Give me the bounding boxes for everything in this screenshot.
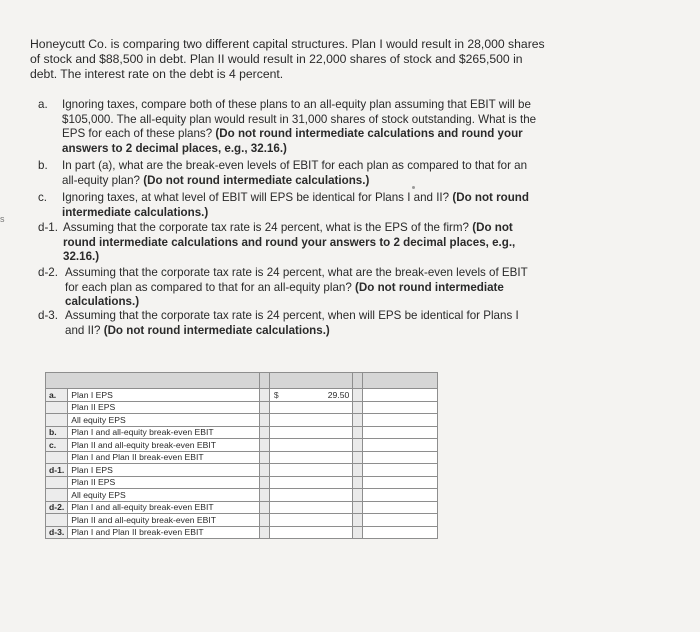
table-row bbox=[46, 426, 438, 439]
table-row bbox=[46, 526, 438, 539]
currency-symbol bbox=[270, 526, 283, 539]
question-text: Assuming that the corporate tax rate is 24 percent, what is the EPS of the firm? bbox=[63, 221, 469, 234]
spacer-cell bbox=[260, 389, 270, 402]
row-label bbox=[46, 476, 68, 489]
question-c bbox=[38, 191, 538, 220]
currency-symbol bbox=[270, 476, 283, 489]
currency-symbol bbox=[270, 464, 283, 477]
answer-blank-cell bbox=[363, 451, 438, 464]
question-label: d-1. bbox=[38, 221, 58, 234]
header-cell bbox=[363, 373, 438, 389]
question-text: Assuming that the corporate tax rate is 24 percent, what are the break-even levels of EBIT for each plan as compared to that for an all-equity plan? bbox=[65, 266, 528, 294]
table-row bbox=[46, 489, 438, 502]
row-description: Plan I EPS bbox=[68, 389, 260, 402]
question-b bbox=[38, 159, 538, 188]
row-description: Plan II and all-equity break-even EBIT bbox=[68, 439, 260, 452]
spacer-cell bbox=[260, 476, 270, 489]
row-label bbox=[46, 489, 68, 502]
answer-blank-cell bbox=[363, 526, 438, 539]
row-description: Plan II EPS bbox=[68, 476, 260, 489]
currency-symbol bbox=[270, 426, 283, 439]
answer-input[interactable]: 29.50 bbox=[282, 389, 353, 402]
answer-input[interactable] bbox=[282, 514, 353, 527]
row-description: Plan I and Plan II break-even EBIT bbox=[68, 526, 260, 539]
row-description: All equity EPS bbox=[68, 489, 260, 502]
answer-input[interactable] bbox=[282, 451, 353, 464]
answer-input[interactable] bbox=[282, 426, 353, 439]
spacer-cell bbox=[353, 526, 363, 539]
spacer-cell bbox=[260, 401, 270, 414]
table-row bbox=[46, 451, 438, 464]
answer-input[interactable] bbox=[282, 439, 353, 452]
answer-blank-cell bbox=[363, 489, 438, 502]
row-description: Plan II and all-equity break-even EBIT bbox=[68, 514, 260, 527]
header-cell bbox=[270, 373, 353, 389]
table-row bbox=[46, 439, 438, 452]
question-label: b. bbox=[38, 159, 48, 172]
spacer-cell bbox=[353, 389, 363, 402]
spacer-cell bbox=[353, 401, 363, 414]
row-label: b. bbox=[46, 426, 68, 439]
answer-blank-cell bbox=[363, 476, 438, 489]
row-label bbox=[46, 451, 68, 464]
spacer-cell bbox=[260, 451, 270, 464]
spacer-cell bbox=[260, 489, 270, 502]
row-label: c. bbox=[46, 439, 68, 452]
spacer-cell bbox=[353, 426, 363, 439]
answer-input[interactable] bbox=[282, 526, 353, 539]
answer-input[interactable] bbox=[282, 464, 353, 477]
spacer-cell bbox=[260, 426, 270, 439]
question-label: d-3. bbox=[38, 309, 58, 322]
answer-table bbox=[45, 372, 438, 539]
spacer-cell bbox=[353, 464, 363, 477]
spacer-cell bbox=[353, 414, 363, 427]
answer-blank-cell bbox=[363, 514, 438, 527]
header-cell bbox=[46, 373, 260, 389]
answer-blank-cell bbox=[363, 414, 438, 427]
answer-blank-cell bbox=[363, 439, 438, 452]
answer-blank-cell bbox=[363, 426, 438, 439]
answer-blank-cell bbox=[363, 464, 438, 477]
spacer-cell bbox=[353, 501, 363, 514]
answer-blank-cell bbox=[363, 401, 438, 414]
row-description: All equity EPS bbox=[68, 414, 260, 427]
answer-table-body bbox=[46, 373, 438, 539]
row-description: Plan I and Plan II break-even EBIT bbox=[68, 451, 260, 464]
answer-input[interactable] bbox=[282, 476, 353, 489]
margin-mark: s bbox=[0, 214, 5, 224]
row-label: d-1. bbox=[46, 464, 68, 477]
question-instruction: (Do not round intermediate calculations.) bbox=[103, 323, 330, 337]
table-row bbox=[46, 476, 438, 489]
header-cell bbox=[260, 373, 270, 389]
currency-symbol bbox=[270, 439, 283, 452]
row-label bbox=[46, 414, 68, 427]
spacer-cell bbox=[353, 489, 363, 502]
question-a bbox=[38, 98, 538, 156]
question-label: a. bbox=[38, 98, 48, 111]
problem-intro: Honeycutt Co. is comparing two different capital structures. Plan I would result in 28,000 shares of stock and $88,500 in debt. Plan II would result in 22,000 shares of stock and $265,500 in debt. The interest rate on the debt is 4 percent. bbox=[30, 37, 545, 82]
question-text: Ignoring taxes, compare both of these plans to an all-equity plan assuming that EBIT will be $105,000. The all-equity plan would result in 31,000 shares of stock outstanding. What is the EPS for each of these plans? bbox=[62, 98, 537, 141]
question-d1 bbox=[38, 221, 538, 265]
row-description: Plan I EPS bbox=[68, 464, 260, 477]
answer-blank-cell bbox=[363, 501, 438, 514]
currency-symbol bbox=[270, 501, 283, 514]
answer-input[interactable] bbox=[282, 501, 353, 514]
question-d2 bbox=[38, 266, 528, 310]
answer-input[interactable] bbox=[282, 489, 353, 502]
currency-symbol bbox=[270, 401, 283, 414]
question-d3 bbox=[38, 309, 528, 338]
currency-symbol bbox=[270, 451, 283, 464]
question-instruction: (Do not round intermediate calculations.) bbox=[143, 173, 370, 187]
row-label: d-3. bbox=[46, 526, 68, 539]
spacer-cell bbox=[353, 514, 363, 527]
question-instruction: (Do not round intermediate calculations and round your answers to 2 decimal places, e.g., 32.16.) bbox=[63, 221, 516, 264]
currency-symbol: $ bbox=[270, 389, 283, 402]
question-text: In part (a), what are the break-even levels of EBIT for each plan as compared to that for an all-equity plan? bbox=[62, 159, 528, 187]
question-instruction: (Do not round intermediate calculations.) bbox=[65, 280, 504, 309]
row-description: Plan I and all-equity break-even EBIT bbox=[68, 501, 260, 514]
row-label: a. bbox=[46, 389, 68, 402]
question-instruction: (Do not round intermediate calculations and round your answers to 2 decimal places, e.g., 32.16.) bbox=[62, 127, 523, 155]
spacer-cell bbox=[260, 414, 270, 427]
table-row bbox=[46, 464, 438, 477]
spacer-cell bbox=[260, 501, 270, 514]
currency-symbol bbox=[270, 514, 283, 527]
spacer-cell bbox=[353, 451, 363, 464]
answer-input[interactable] bbox=[282, 401, 353, 414]
table-header-row bbox=[46, 373, 438, 389]
spacer-cell bbox=[260, 526, 270, 539]
question-label: d-2. bbox=[38, 266, 58, 279]
answer-input[interactable] bbox=[282, 414, 353, 427]
question-text: Assuming that the corporate tax rate is 24 percent, when will EPS be identical for Plans I and II? bbox=[65, 309, 519, 337]
question-label: c. bbox=[38, 191, 48, 204]
table-row bbox=[46, 514, 438, 527]
header-cell bbox=[353, 373, 363, 389]
table-row bbox=[46, 414, 438, 427]
row-description: Plan I and all-equity break-even EBIT bbox=[68, 426, 260, 439]
row-label bbox=[46, 514, 68, 527]
currency-symbol bbox=[270, 489, 283, 502]
row-label: d-2. bbox=[46, 501, 68, 514]
spacer-cell bbox=[260, 439, 270, 452]
currency-symbol bbox=[270, 414, 283, 427]
table-row bbox=[46, 401, 438, 414]
row-description: Plan II EPS bbox=[68, 401, 260, 414]
spacer-cell bbox=[353, 439, 363, 452]
spacer-cell bbox=[260, 464, 270, 477]
spacer-cell bbox=[353, 476, 363, 489]
answer-blank-cell bbox=[363, 389, 438, 402]
question-instruction: (Do not round intermediate calculations.) bbox=[62, 191, 529, 219]
row-label bbox=[46, 401, 68, 414]
table-row bbox=[46, 501, 438, 514]
table-row bbox=[46, 389, 438, 402]
question-text: Ignoring taxes, at what level of EBIT will EPS be identical for Plans I and II? bbox=[62, 191, 450, 204]
spacer-cell bbox=[260, 514, 270, 527]
